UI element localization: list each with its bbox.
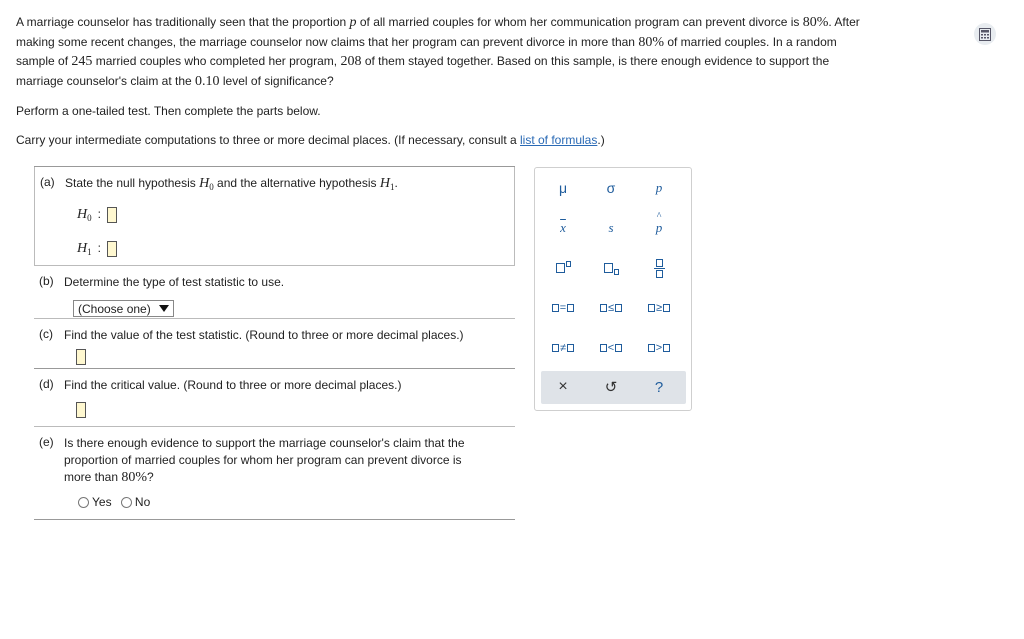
less-than-button[interactable]: < (591, 334, 631, 362)
answer-parts (34, 166, 515, 520)
part-a-label: (a) (40, 175, 55, 189)
radio-circle-icon (121, 497, 132, 508)
part-c-text: Find the value of the test statistic. (Round to three or more decimal places.) (64, 328, 464, 342)
calculator-icon[interactable] (974, 23, 996, 45)
instruction-carry: Carry your intermediate computations to three or more decimal places. (If necessary, consult a list of formulas.) (16, 133, 605, 147)
calculator-icon-glyph (979, 28, 991, 41)
test-statistic-type-select[interactable]: (Choose one) (73, 300, 174, 317)
radio-circle-icon (78, 497, 89, 508)
problem-line-1: A marriage counselor has traditionally seen that the proportion p of all married couples for whom her communication program can prevent divorce is 80%. After (16, 15, 860, 30)
less-equal-button[interactable]: ≤ (591, 294, 631, 322)
part-a (34, 167, 515, 266)
s-button[interactable]: s (608, 220, 614, 235)
xbar-button[interactable]: $\overline{x}$ (560, 220, 566, 235)
test-statistic-input[interactable] (76, 349, 86, 365)
part-c (34, 319, 515, 369)
radio-no[interactable]: No (121, 495, 150, 509)
fraction-button[interactable] (639, 254, 679, 282)
superscript-button[interactable] (543, 254, 583, 282)
not-equal-button[interactable]: ≠ (543, 334, 583, 362)
greater-than-button[interactable]: > (639, 334, 679, 362)
part-d (34, 369, 515, 427)
problem-statement (16, 13, 956, 91)
formulas-link[interactable]: list of formulas (520, 133, 598, 147)
part-d-label: (d) (39, 377, 54, 391)
help-icon[interactable]: ? (654, 378, 664, 396)
instruction-perform: Perform a one-tailed test. Then complete the parts below. (16, 104, 321, 118)
alternative-hypothesis-row: $H_1$ : (77, 241, 117, 257)
part-b (34, 266, 515, 319)
null-hypothesis-input[interactable] (107, 207, 117, 223)
part-e (34, 427, 515, 520)
problem-line-4: marriage counselor's claim at the 0.10 level of significance? (16, 73, 334, 89)
clear-icon[interactable]: × (558, 378, 568, 395)
part-a-text: State the null hypothesis $H_0$ and the alternative hypothesis $H_1$. (65, 176, 398, 192)
equals-button[interactable]: = (543, 294, 583, 322)
problem-line-2: making some recent changes, the marriage counselor now claims that her program can prevent divorce in more than 80% of married couples. In a random (16, 34, 837, 50)
part-b-text: Determine the type of test statistic to use. (64, 275, 285, 289)
problem-line-3: sample of 245 married couples who completed her program, 208 of them stayed together. Based on this sample, is there enough evidence to support the (16, 54, 830, 69)
chevron-down-icon (159, 305, 169, 312)
radio-yes[interactable]: Yes (78, 495, 112, 509)
yes-no-options (78, 495, 156, 511)
part-b-label: (b) (39, 274, 54, 288)
undo-icon[interactable]: ↺ (604, 379, 618, 396)
symbol-palette (534, 167, 692, 411)
alternative-hypothesis-input[interactable] (107, 241, 117, 257)
part-e-label: (e) (39, 435, 54, 449)
critical-value-input[interactable] (76, 402, 86, 418)
palette-footer (541, 371, 686, 404)
sigma-button[interactable]: σ (606, 180, 616, 196)
mu-button[interactable]: μ (558, 180, 568, 196)
subscript-button[interactable] (591, 254, 631, 282)
null-hypothesis-row: $H_0$ : (77, 207, 117, 223)
part-c-label: (c) (39, 327, 53, 341)
phat-button[interactable]: ^ p (655, 211, 663, 235)
part-e-text: Is there enough evidence to support the marriage counselor's claim that the proportion of married couples for whom her program can prevent divorce is more than 80%? (64, 436, 465, 485)
part-d-text: Find the critical value. (Round to three or more decimal places.) (64, 378, 402, 392)
greater-equal-button[interactable]: ≥ (639, 294, 679, 322)
p-button[interactable]: p (655, 180, 663, 195)
